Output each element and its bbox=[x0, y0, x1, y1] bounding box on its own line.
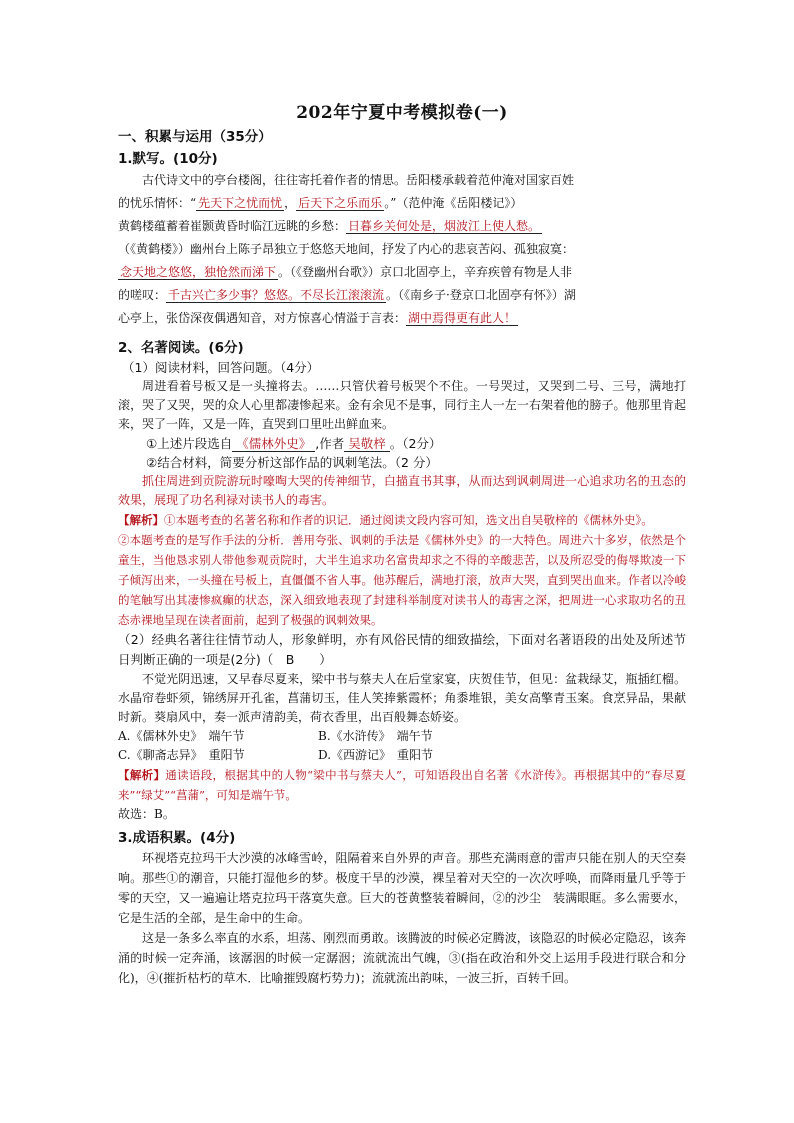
q1-line: 念天地之悠悠，独怆然而涕下 。（《登幽州台歌》）京口北固亭上，辛弃疾曾有物是人非 bbox=[120, 265, 573, 279]
option-a: A.《儒林外史》 端午节 bbox=[118, 729, 245, 743]
answer-blank: 吴敬梓 bbox=[344, 436, 390, 452]
q1-heading: 1.默写。(10分) bbox=[118, 151, 218, 167]
q2-sub2: （2）经典名著往往情节动人，形象鲜明，亦有风俗民情的细致描绘，下面对名著语段的出处及所述节日判断正确的一项是(2分)（ B ） bbox=[118, 632, 686, 667]
option-c: C.《聊斋志异》 重阳节 bbox=[118, 748, 245, 762]
q2-item1: ①上述片段选自 《儒林外史》 ,作者 吴敬梓 。（2分） bbox=[146, 436, 442, 451]
answer-blank: 《儒林外史》 bbox=[232, 436, 315, 452]
q3-heading: 3.成语积累。(4分) bbox=[118, 830, 236, 846]
q3-paragraph-1: 环视塔克拉玛干大沙漠的冰峰雪岭，阻隔着来自外界的声音。那些充满雨意的雷声只能在别人的天空奏响。那些①的潮音，只能打湿他乡的梦。极度干旱的沙漠，裸呈着对天空的一次次呼唤，而降雨量几乎等于零的天空，又一遍遍让塔克拉玛干落寞失意。巨大的苍黄整装着瞬间，②的沙尘 装满眼眶。多么需要水，它是生活的全部，是生命中的生命。 bbox=[118, 851, 686, 925]
answer-blank: 湖中焉得更有此人！ bbox=[408, 311, 517, 325]
answer-blank: 后天下之乐而乐 bbox=[298, 196, 383, 210]
q1-line: （《黄鹤楼》）幽州台上陈子昂独立于悠悠天地间，抒发了内心的悲哀苦闷、孤独寂寞： bbox=[118, 242, 575, 256]
q2-answer: 抓住周进到贡院游玩时嚎啕大哭的传神细节，白描直书其事，从而达到讽刺周进一心追求功名的丑态的效果，展现了功名利禄对读书人的毒害。 bbox=[118, 474, 686, 507]
q1-line: 黄鹤楼蕴蓄着崔颢黄昏时临江远眺的乡愁： 日暮乡关何处是，烟波江上使人愁。 bbox=[118, 219, 541, 233]
q1-line: 的忧乐情怀：“ 先天下之忧而忧 ， 后天下之乐而乐 。”（范仲淹《岳阳楼记》） bbox=[118, 196, 523, 210]
answer-blank: 念天地之悠悠，独怆然而涕下 bbox=[120, 265, 277, 279]
page-title: 202年宁夏中考模拟卷(一) bbox=[296, 103, 508, 123]
conclusion: 故选：B。 bbox=[118, 807, 175, 821]
answer-blank: 日暮乡关何处是，烟波江上使人愁。 bbox=[348, 219, 541, 233]
section-heading: 一、积累与运用（35分） bbox=[118, 129, 272, 145]
option-d: D.《西游记》 重阳节 bbox=[318, 748, 434, 762]
q2-passage: 周进看着号板又是一头撞将去。……只管伏着号板哭个不住。一号哭过，又哭到二号、三号，满地打滚，哭了又哭，哭的众人心里都凄惨起来。金有余见不是事，同行主人一左一右架着他的膀子。他那里肯起来，哭了一阵，又是一阵，直哭到口里吐出鲜血来。 bbox=[118, 379, 686, 431]
q1-line: 的嗟叹： 千古兴亡多少事？悠悠。不尽长江滚滚流 。（《南乡子·登京口北固亭有怀》）湖 bbox=[118, 288, 576, 302]
option-b: B.《水浒传》 端午节 bbox=[318, 729, 433, 743]
q1-line: 心亭上，张岱深夜偶遇知音，对方惊喜心情溢于言表： 湖中焉得更有此人！ bbox=[118, 311, 517, 325]
q1-line: 古代诗文中的亭台楼阁，往往寄托着作者的情思。岳阳楼承载着范仲淹对国家百姓 bbox=[142, 173, 575, 187]
exam-page bbox=[118, 98, 686, 988]
answer-blank: 先天下之忧而忧 bbox=[198, 196, 283, 210]
analysis-1: 【解析】①本题考查的名著名称和作者的识记．通过阅读文段内容可知，选文出自吴敬梓的《儒林外史》。 bbox=[118, 513, 653, 527]
q2-sub1: （1）阅读材料，回答问题。（4分） bbox=[122, 360, 320, 375]
q2-item2: ②结合材料，简要分析这部作品的讽刺笔法。（2 分） bbox=[146, 455, 438, 470]
q2-heading: 2、名著阅读。(6分) bbox=[118, 340, 244, 356]
q3-paragraph-2: 这是一条多么率直的水系，坦荡、刚烈而勇敢。该腾波的时候必定腾波，该隐忍的时候必定隐忍，该奔涌的时候一定奔涌，该潺洇的时候一定潺洇；流就流出气魄，③(指在政治和外交上运用手段进行联合和分化)，④(摧折枯朽的草木．比喻摧毁腐朽势力)；流就流出韵味，一波三折，百转千回。 bbox=[118, 931, 686, 985]
options bbox=[118, 727, 686, 765]
analysis-3: 【解析】通读语段，根据其中的人物“梁中书与蔡夫人”，可知语段出自名著《水浒传》。再根据其中的“春尽夏来”“绿艾”“菖蒲”，可知是端午节。 bbox=[118, 768, 686, 802]
answer-blank: 千古兴亡多少事？悠悠。不尽长江滚滚流 bbox=[168, 288, 385, 302]
analysis-2: ②本题考查的是写作手法的分析．善用夸张、讽刺的手法是《儒林外史》的一大特色。周进六十多岁，依然是个童生，当他恳求别人带他参观贡院时，大半生追求功名富贵却求之不得的辛酸悲苦，以及所忍受的侮辱欺凌一下子倾泻出来，一头撞在号板上，直僵僵不省人事。他苏醒后，满地打滚，放声大哭，直到哭出血来。作者以冷峻的笔触写出其凄惨疯癫的状态，深入细致地表现了封建科举制度对读书人的毒害之深，把周进一心求取功名的丑态赤裸地呈现在读者面前，起到了极强的讽刺效果。 bbox=[118, 533, 686, 627]
q2-passage2: 不觉光阴迅速，又早春尽夏来，梁中书与蔡夫人在后堂家宴，庆贺佳节，但见：盆栽绿艾，瓶插红榴。水晶帘卷虾须，锦绣屏开孔雀，菖蒲切玉，佳人笑捧紫霞杯；角黍堆银，美女高擎青玉案。食烹异品，果献时新。葵扇风中，奏一派声清韵美，荷衣香里，出百般舞态娇姿。 bbox=[118, 672, 686, 724]
